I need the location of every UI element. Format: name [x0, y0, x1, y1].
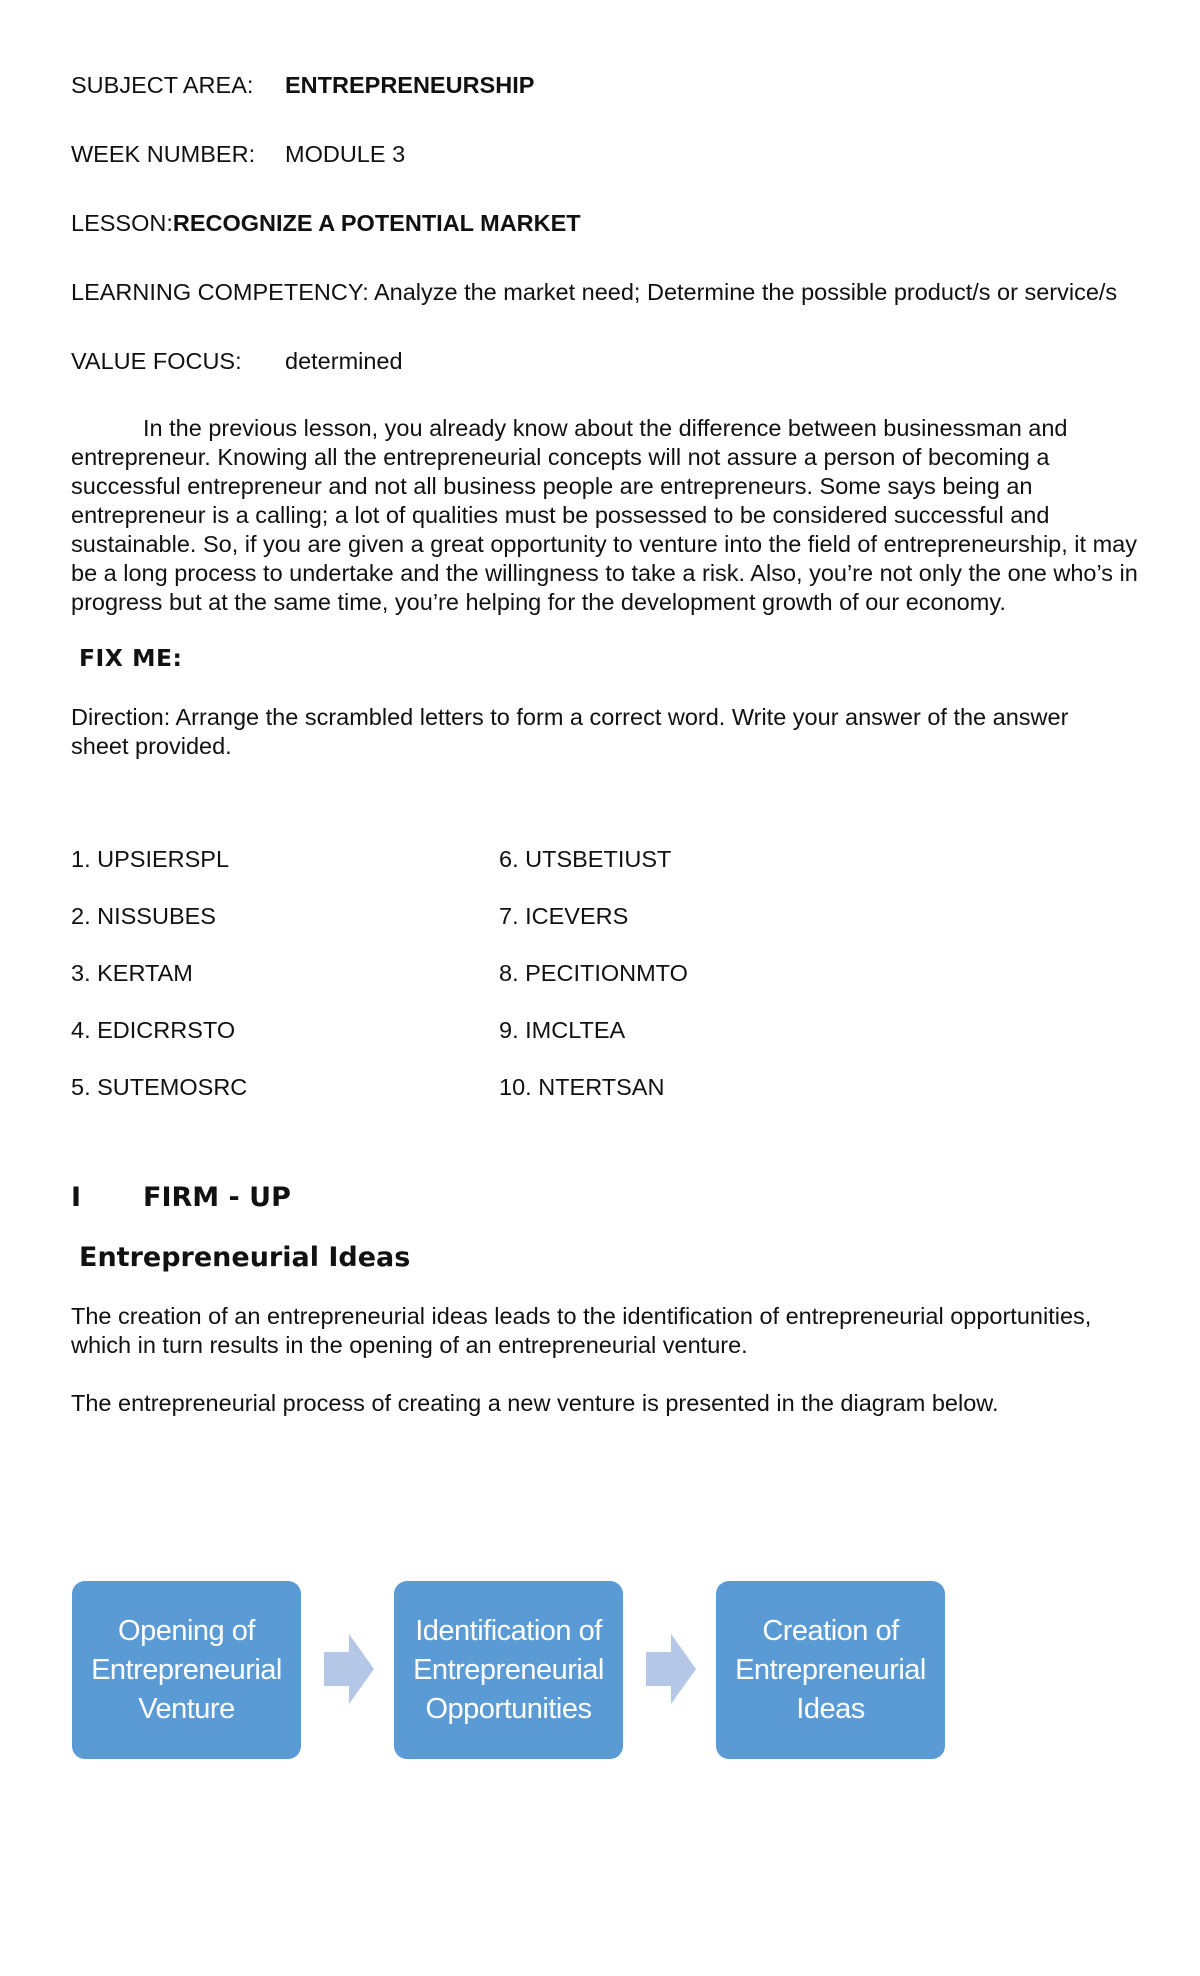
subject-area-label: SUBJECT AREA: [71, 72, 254, 98]
scrambled-word-item: 7. ICEVERS [499, 903, 629, 929]
intro-paragraph: In the previous lesson, you already know about the difference between businessman and entrepreneur. Knowing all the entrepreneurial concepts will not assure a person of becoming a successful entrepreneur and not all business people are entrepreneurs. Some says being an entrepreneur is a calling; a lot of qualities must be possessed to be considered successful and sustainable. So, if you are given a great opportunity to venture into the field of entrepreneurship, it may be a long process to undertake and the willingness to take a risk. Also, you’re not only the one who’s in progress but at the same time, you’re helping for the development growth of our economy. [71, 415, 1138, 615]
scrambled-word-item: 6. UTSBETIUST [499, 846, 672, 872]
diagram-box-creation-ideas: Creation of Entrepreneurial Ideas [716, 1581, 945, 1759]
section-numeral: I [71, 1182, 82, 1213]
lesson-label: LESSON: [71, 210, 173, 236]
lesson-title: RECOGNIZE A POTENTIAL MARKET [172, 210, 581, 236]
week-number-label: WEEK NUMBER: [71, 141, 256, 167]
right-arrow-icon [324, 1634, 374, 1704]
firm-up-paragraph-1: The creation of an entrepreneurial ideas leads to the identification of entrepreneurial opportunities, which in turn results in the opening of an entrepreneurial venture. [71, 1303, 1092, 1358]
right-arrow-icon [646, 1634, 696, 1704]
week-number-value: MODULE 3 [285, 141, 406, 167]
scrambled-word-item: 3. KERTAM [71, 960, 193, 986]
scrambled-word-item: 9. IMCLTEA [499, 1017, 626, 1043]
value-focus-line [71, 347, 403, 375]
fix-me-heading: FIX ME: [79, 644, 183, 672]
scrambled-word-item: 2. NISSUBES [71, 903, 216, 929]
scrambled-word-item: 4. EDICRRSTO [71, 1017, 236, 1043]
lesson-line [71, 209, 581, 237]
learning-competency: LEARNING COMPETENCY: Analyze the market need; Determine the possible product/s or service/s [71, 279, 1118, 305]
firm-up-heading: FIRM - UP [143, 1182, 291, 1213]
entrepreneurial-ideas-heading: Entrepreneurial Ideas [79, 1242, 411, 1273]
subject-area-line [71, 71, 535, 99]
scrambled-word-item: 8. PECITIONMTO [499, 960, 688, 986]
scrambled-word-item: 5. SUTEMOSRC [71, 1074, 248, 1100]
week-number-line [71, 140, 406, 168]
firm-up-paragraph-2: The entrepreneurial process of creating a new venture is presented in the diagram below. [71, 1390, 999, 1416]
diagram-box-opening-venture: Opening of Entrepreneurial Venture [72, 1581, 301, 1759]
scrambled-word-item: 10. NTERTSAN [499, 1074, 665, 1100]
subject-area-value: ENTREPRENEURSHIP [285, 72, 535, 98]
value-focus-value: determined [285, 348, 403, 374]
fix-me-direction: Direction: Arrange the scrambled letters to form a correct word. Write your answer of the answer sheet provided. [71, 704, 1069, 759]
value-focus-label: VALUE FOCUS: [71, 348, 242, 374]
diagram-box-identification-opportunities: Identification of Entrepreneurial Opportunities [394, 1581, 623, 1759]
scrambled-word-item: 1. UPSIERSPL [71, 846, 230, 872]
